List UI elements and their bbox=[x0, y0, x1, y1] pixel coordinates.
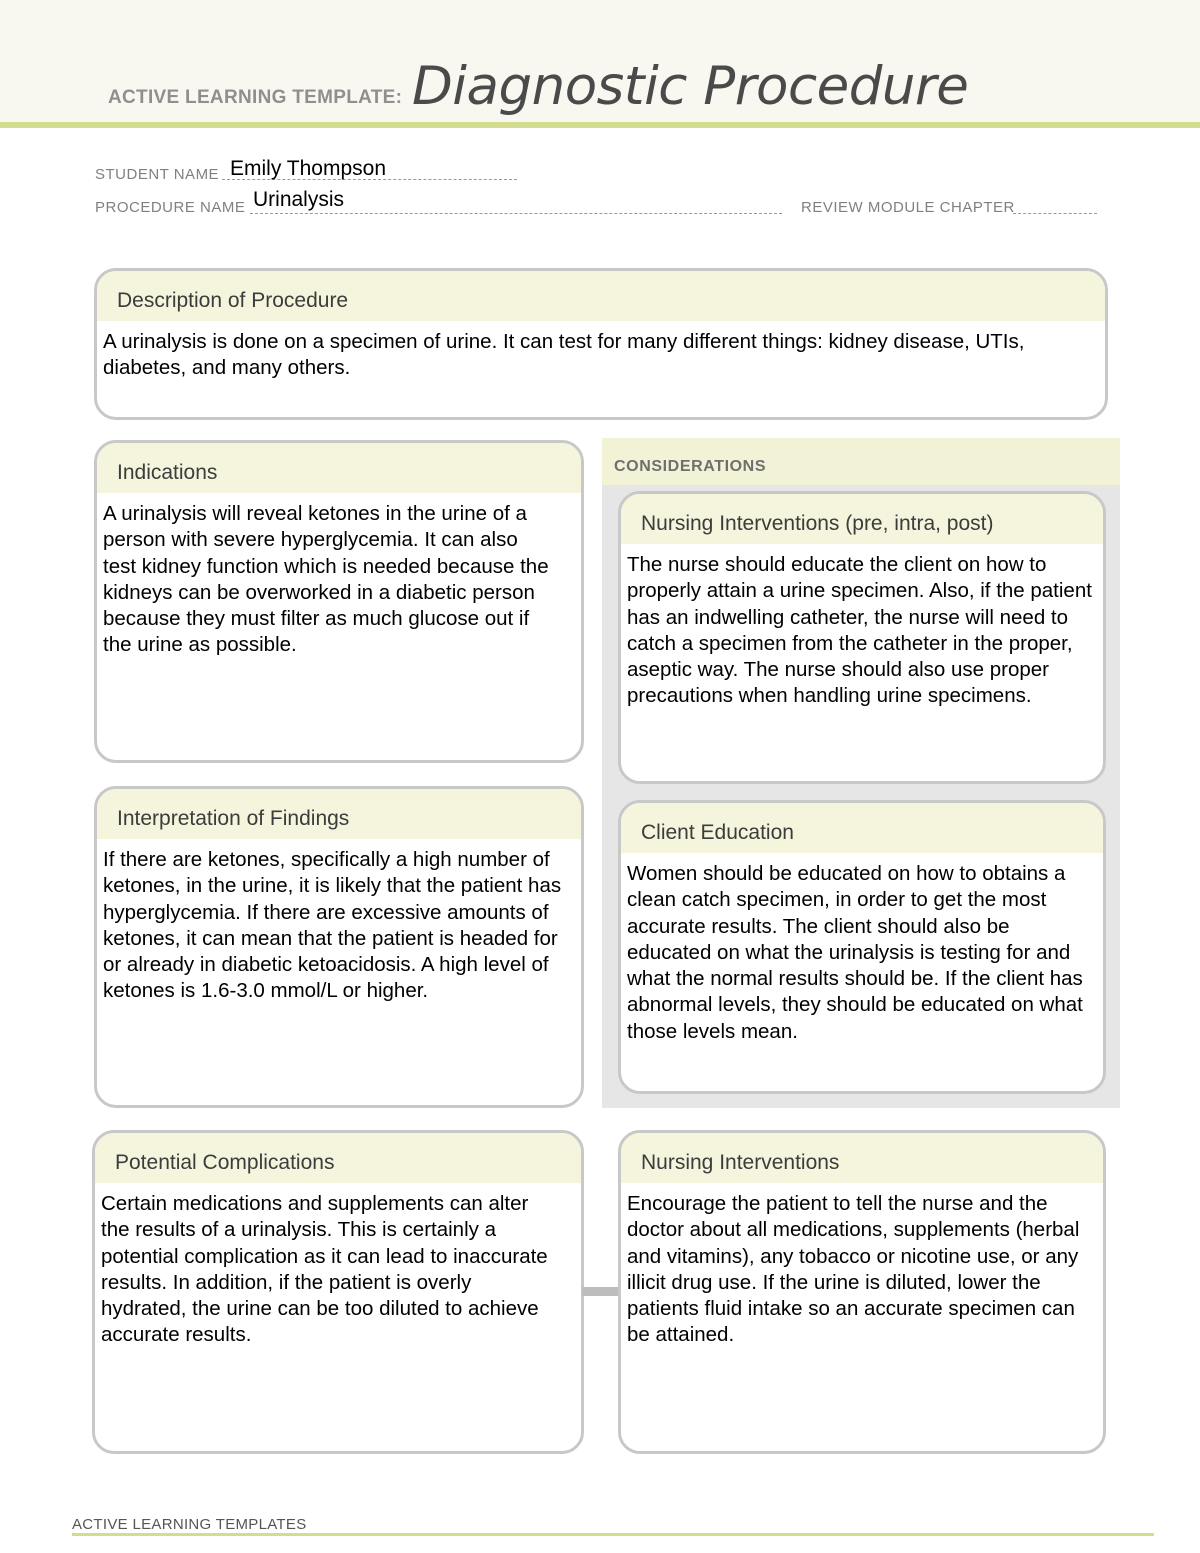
nursing-pre-intra-post-text[interactable]: The nurse should educate the client on how to properly attain a urine specimen. Also, if the patient has an indwelling catheter, the nurse will need to catch a specimen from the catheter in the proper, aseptic way. The nurse should also use proper precautions when handling urine specimens. bbox=[627, 553, 1092, 708]
nursing-interventions-title: Nursing Interventions bbox=[641, 1151, 840, 1174]
indications-box bbox=[94, 440, 584, 763]
considerations-label: CONSIDERATIONS bbox=[614, 458, 767, 475]
description-title: Description of Procedure bbox=[117, 289, 349, 312]
template-label: ACTIVE LEARNING TEMPLATE: bbox=[108, 87, 403, 108]
nursing-interventions-pre-intra-post-box bbox=[618, 491, 1106, 784]
procedure-name-line bbox=[250, 213, 782, 214]
indications-text[interactable]: A urinalysis will reveal ketones in the urine of a person with severe hyperglycemia. It can also test kidney function which is needed because the kidneys can be overworked in a diabetic person because they must filter as much glucose out if the urine as possible. bbox=[103, 502, 549, 657]
indications-title: Indications bbox=[117, 461, 218, 484]
client-education-header bbox=[621, 803, 1103, 855]
review-module-field[interactable] bbox=[1013, 213, 1097, 214]
nursing-interventions-text[interactable]: Encourage the patient to tell the nurse and the doctor about all medications, supplements (herbal and vitamins), any tobacco or nicotine use, or any illicit drug use. If the urine is diluted, lower the patients fluid intake so an accurate specimen can be attained. bbox=[627, 1192, 1080, 1347]
page-title: Diagnostic Procedure bbox=[412, 56, 969, 117]
connector-bar bbox=[582, 1287, 620, 1296]
potential-complications-box bbox=[92, 1130, 584, 1454]
nursing-pre-intra-post-title: Nursing Interventions (pre, intra, post) bbox=[641, 512, 994, 535]
indications-header bbox=[97, 443, 581, 495]
review-module-label: REVIEW MODULE CHAPTER bbox=[801, 199, 1015, 216]
footer-label: ACTIVE LEARNING TEMPLATES bbox=[72, 1516, 307, 1533]
client-education-box bbox=[618, 800, 1106, 1094]
interpretation-box bbox=[94, 786, 584, 1108]
footer-rule bbox=[72, 1533, 1154, 1536]
student-name-label: STUDENT NAME bbox=[95, 166, 220, 183]
student-name-field[interactable]: Emily Thompson bbox=[230, 157, 387, 180]
header-rule bbox=[0, 122, 1200, 128]
client-education-title: Client Education bbox=[641, 821, 794, 844]
description-header bbox=[97, 271, 1105, 323]
nursing-pre-intra-post-header bbox=[621, 494, 1103, 546]
complications-text[interactable]: Certain medications and supplements can alter the results of a urinalysis. This is certainly a potential complication as it can lead to inaccurate results. In addition, if the patient is overly hydrated, the urine can be too diluted to achieve accurate results. bbox=[101, 1192, 548, 1347]
procedure-name-label: PROCEDURE NAME bbox=[95, 199, 246, 216]
description-text[interactable]: A urinalysis is done on a specimen of urine. It can test for many different things: kidney disease, UTIs, diabetes, and many others. bbox=[103, 330, 1025, 380]
nursing-interventions-box bbox=[618, 1130, 1106, 1454]
procedure-name-field[interactable]: Urinalysis bbox=[253, 188, 345, 211]
complications-title: Potential Complications bbox=[115, 1151, 335, 1174]
interpretation-title: Interpretation of Findings bbox=[117, 807, 350, 830]
complications-header bbox=[95, 1133, 581, 1185]
description-box bbox=[94, 268, 1108, 420]
interpretation-text[interactable]: If there are ketones, specifically a high number of ketones, in the urine, it is likely that the patient has hyperglycemia. If there are excessive amounts of ketones, it can mean that the patient is headed for or already in diabetic ketoacidosis. A high level of ketones is 1.6-3.0 mmol/L or higher. bbox=[103, 848, 562, 1003]
nursing-interventions-header bbox=[621, 1133, 1103, 1185]
interpretation-header bbox=[97, 789, 581, 841]
client-education-text[interactable]: Women should be educated on how to obtains a clean catch specimen, in order to get the most accurate results. The client should also be educated on what the urinalysis is testing for and what the normal results should be. If the client has abnormal levels, they should be educated on what those levels mean. bbox=[627, 862, 1083, 1043]
